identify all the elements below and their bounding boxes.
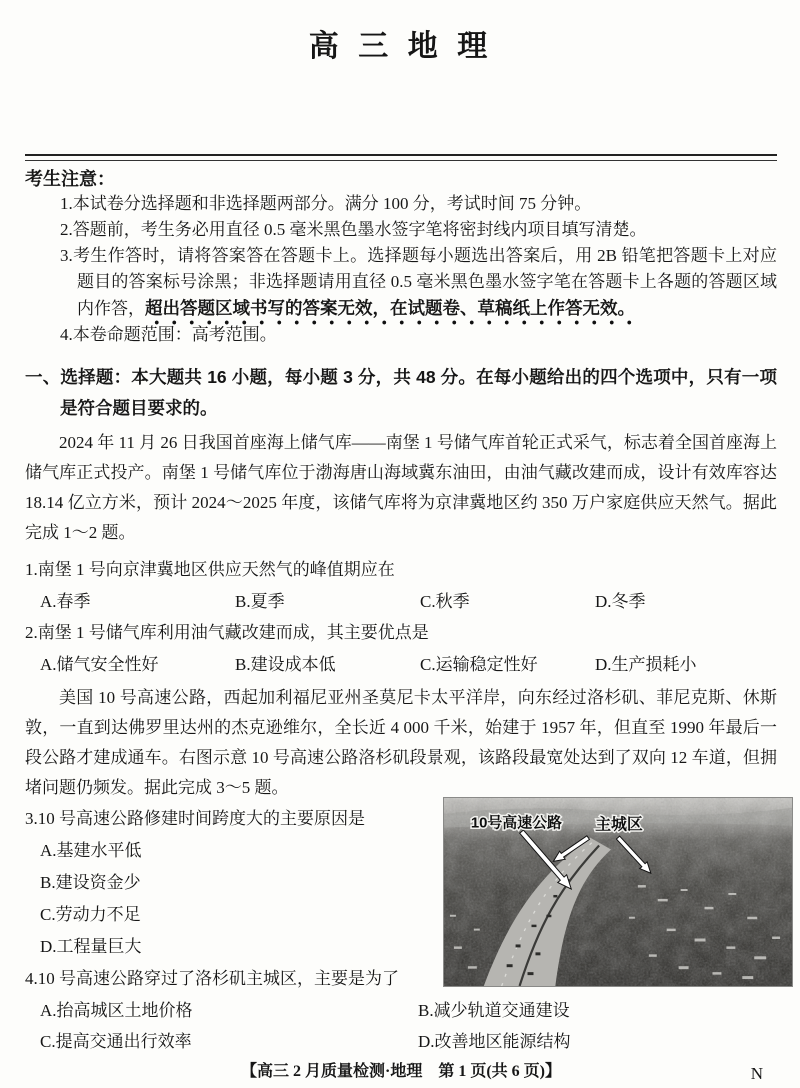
question-2-stem: 2.南堡 1 号储气库利用油气藏改建而成，其主要优点是 <box>25 623 429 642</box>
passage-interstate-10: 美国 10 号高速公路，西起加利福尼亚州圣莫尼卡太平洋岸，向东经过洛杉矶、菲尼克斯、休斯敦，一直到达佛罗里达州的杰克逊维尔，全长近 4 000 千米，始建于 1957 年，但直至 1990 年最后一段公路才建成通车。右图示意 10 号高速公路洛杉矶段景观，该路段最宽处达到了双向 12 车道，但拥堵问题仍频发。据此完成 3～5 题。 <box>25 688 777 797</box>
notice-item-3-emphasized: 超出答题区域书写的答案无效，在试题卷、草稿纸上作答无效。 <box>145 298 635 325</box>
notice-item-2: 2.答题前，考生务必用直径 0.5 毫米黑色墨水签字笔将密封线内项目填写清楚。 <box>60 220 647 239</box>
double-rule-divider <box>25 154 777 161</box>
question-3-option-a: A.基建水平低 <box>40 841 142 860</box>
question-4-options-row-2 <box>25 1026 777 1057</box>
footer-version-mark: N <box>750 1064 763 1083</box>
question-1-options <box>25 585 777 618</box>
notice-items <box>60 191 777 348</box>
question-3-option-b: B.建设资金少 <box>40 873 141 892</box>
question-4-option-a: A.抬高城区土地价格 <box>40 1001 193 1020</box>
footer-exam-info: 【高三 2 月质量检测·地理 第 1 页(共 6 页)】 <box>241 1063 561 1080</box>
question-4-stem: 4.10 号高速公路穿过了洛杉矶主城区，主要是为了 <box>25 969 399 988</box>
section-one-heading: 一、选择题：本大题共 16 小题，每小题 3 分，共 48 分。在每小题给出的四个选项中，只有一项是符合题目要求的。 <box>25 367 777 418</box>
question-2-option-d: D.生产损耗小 <box>595 655 697 674</box>
figure-highway-aerial-photo <box>443 797 793 987</box>
passage-gas-storage: 2024 年 11 月 26 日我国首座海上储气库——南堡 1 号储气库首轮正式采气，标志着全国首座海上储气库正式投产。南堡 1 号储气库位于渤海唐山海域冀东油田，由油气藏改建而成，设计有效库容达 18.14 亿立方米，预计 2024～2025 年度，该储气库将为京津冀地区约 350 万户家庭供应天然气。据此完成 1～2 题。 <box>25 433 777 542</box>
question-2-option-c: C.运输稳定性好 <box>420 655 538 674</box>
question-4-option-b: B.减少轨道交通建设 <box>418 1001 570 1020</box>
question-1-option-c: C.秋季 <box>420 592 470 611</box>
notice-item-3-normal: 3.考生作答时，请将答案答在答题卡上。选择题每小题选出答案后，用 2B 铅笔把答题卡上对应题目的答案标号涂黑；非选择题请用直径 0.5 毫米黑色墨水签字笔在答题卡上各题的答题区域内作答， <box>60 246 777 318</box>
aerial-photo-graphic <box>444 798 792 986</box>
question-3-option-c: C.劳动力不足 <box>40 905 141 924</box>
question-1-option-b: B.夏季 <box>235 592 285 611</box>
figure-label-city: 主城区 <box>595 816 643 834</box>
questions-3-4-region <box>25 803 777 1057</box>
notice-item-1: 1.本试卷分选择题和非选择题两部分。满分 100 分，考试时间 75 分钟。 <box>60 194 592 213</box>
page-footer <box>25 1060 777 1084</box>
page-title: 高 三 地 理 <box>308 30 494 63</box>
question-2-option-b: B.建设成本低 <box>235 655 336 674</box>
question-4-option-c: C.提高交通出行效率 <box>40 1032 192 1051</box>
question-1-option-a: A.春季 <box>40 592 91 611</box>
notice-item-3 <box>60 243 777 322</box>
notice-item-4: 4.本卷命题范围：高考范围。 <box>60 325 277 344</box>
notice-heading: 考生注意： <box>25 169 115 189</box>
question-1-stem: 1.南堡 1 号向京津冀地区供应天然气的峰值期应在 <box>25 560 395 579</box>
question-1-option-d: D.冬季 <box>595 592 646 611</box>
question-3-stem: 3.10 号高速公路修建时间跨度大的主要原因是 <box>25 809 365 828</box>
candidate-notice <box>25 167 777 348</box>
question-4-option-d: D.改善地区能源结构 <box>418 1032 571 1051</box>
figure-label-highway: 10号高速公路 <box>470 815 562 832</box>
question-2-option-a: A.储气安全性好 <box>40 655 159 674</box>
question-2-options <box>25 648 777 681</box>
question-3-option-d: D.工程量巨大 <box>40 937 142 956</box>
question-4-options-row-1 <box>25 995 777 1026</box>
